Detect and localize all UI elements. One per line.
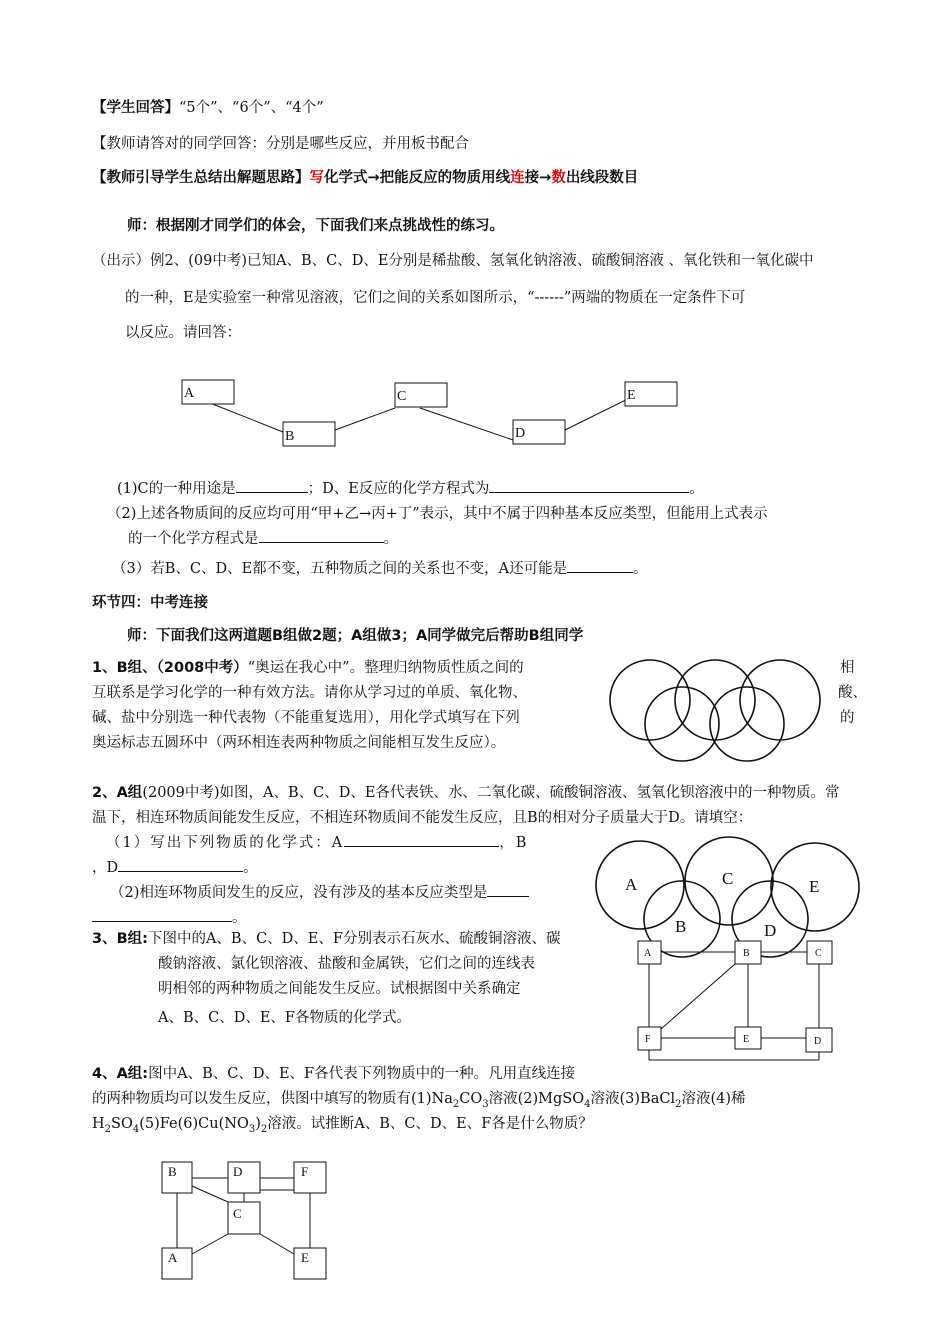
p2-line4 bbox=[92, 857, 258, 879]
ring-a bbox=[596, 841, 684, 929]
box-f bbox=[294, 1162, 326, 1193]
p4-line3 bbox=[92, 1113, 593, 1141]
answer-blank[interactable] bbox=[92, 907, 232, 922]
answer-blank[interactable] bbox=[344, 832, 499, 847]
teacher-request-line: 【教师请答对的同学回答：分别是哪些反应，并用板书配合 bbox=[92, 136, 469, 152]
q1-text-c: 。 bbox=[689, 481, 704, 497]
formula-part: Cu(NO bbox=[198, 1116, 249, 1132]
p2-q1-text: （1）写出下列物质的化学式：A bbox=[106, 835, 345, 851]
formula-subscript: 3 bbox=[482, 1098, 489, 1110]
p2-q2-text: （2)相连环物质间发生的反应，没有涉及的基本反应类型是 bbox=[110, 885, 488, 901]
p2-q2-end: 。 bbox=[232, 910, 247, 926]
section-heading: 环节四：中考连接 bbox=[92, 595, 208, 611]
p2-q1-text-b: ，B bbox=[499, 835, 529, 851]
teacher-assignment-line: 师：下面我们这两道题B组做2题；A组做3；A同学做完后帮助B组同学 bbox=[127, 628, 584, 644]
formula-part: Na bbox=[431, 1091, 453, 1107]
p1-line4: 奥运标志五圆环中（两环相连表两种物质之间能相互发生反应）。 bbox=[92, 735, 506, 751]
example2-diagram bbox=[170, 375, 690, 450]
p2-line1 bbox=[92, 782, 839, 804]
p1-text-1: “奥运在我心中”。整理归纳物质性质之间的 bbox=[247, 660, 524, 676]
box-e-label: E bbox=[743, 1034, 750, 1045]
ring-c-label: C bbox=[722, 869, 734, 888]
formula-subscript: 2 bbox=[104, 1123, 112, 1135]
formula-subscript: 3 bbox=[248, 1123, 256, 1135]
ring bbox=[740, 660, 820, 740]
five-rings-diagram bbox=[595, 837, 855, 957]
answer-blank[interactable] bbox=[259, 528, 384, 543]
p3-line1 bbox=[92, 928, 560, 950]
box-c-label: C bbox=[397, 389, 407, 404]
p4-line1 bbox=[92, 1063, 575, 1085]
p4-text-2c: 溶液(3) bbox=[590, 1091, 641, 1107]
ring-b-label: B bbox=[675, 917, 687, 936]
formula-part: H bbox=[92, 1116, 105, 1132]
formula-subscript: 4 bbox=[132, 1123, 140, 1135]
ring bbox=[675, 660, 755, 740]
ring bbox=[610, 660, 690, 740]
olympic-rings-diagram bbox=[605, 652, 835, 762]
answer-blank[interactable] bbox=[567, 558, 633, 573]
answer-blank[interactable] bbox=[118, 857, 243, 872]
box-a-label: A bbox=[184, 386, 195, 401]
p4-label: 4、A组: bbox=[92, 1066, 149, 1082]
box-e bbox=[294, 1248, 326, 1279]
p3-line4: A、B、C、D、E、F各物质的化学式。 bbox=[158, 1010, 411, 1026]
formula-subscript: 4 bbox=[584, 1098, 591, 1110]
example2-q1 bbox=[117, 478, 704, 500]
q1-text-a: (1)C的一种用途是 bbox=[117, 481, 236, 497]
method-word-connect: 连 bbox=[510, 170, 525, 186]
method-word-count: 数 bbox=[551, 170, 566, 186]
example2-line2: 的一种，E是实验室一种常见溶液，它们之间的关系如图所示，“------”两端的物质在一定条件下可 bbox=[125, 290, 746, 306]
ring-a-label: A bbox=[625, 875, 638, 894]
p2-line3 bbox=[106, 832, 528, 854]
box-c-label: C bbox=[233, 1206, 242, 1221]
box-d-label: D bbox=[515, 426, 526, 441]
box-f-label: F bbox=[301, 1164, 309, 1179]
student-answer-line bbox=[92, 97, 324, 119]
formula-cuno3 bbox=[198, 1116, 268, 1135]
answer-blank[interactable] bbox=[487, 882, 529, 897]
p4-text-3b: 溶液。试推断A、B、C、D、E、F各是什么物质？ bbox=[267, 1116, 593, 1132]
formula-part: BaCl bbox=[640, 1091, 676, 1107]
q3-text-a: （3）若B、C、D、E都不变，五种物质之间的关系也不变，A还可能是 bbox=[112, 561, 568, 577]
formula-bacl2 bbox=[640, 1091, 682, 1110]
method-word-write: 写 bbox=[309, 170, 324, 186]
method-text-3: 接 bbox=[524, 170, 540, 186]
ring-d-label: D bbox=[764, 921, 777, 940]
p2-q1-end: 。 bbox=[243, 860, 258, 876]
p3-line2: 酸钠溶液、氯化钡溶液、盐酸和金属铁，它们之间的连线表 bbox=[158, 956, 535, 972]
p3-line3: 明相邻的两种物质之间能发生反应。试根据图中关系确定 bbox=[158, 981, 521, 997]
formula-subscript: 2 bbox=[260, 1123, 268, 1135]
box-b bbox=[162, 1162, 192, 1193]
ring-e-label: E bbox=[809, 877, 820, 896]
p2-line6 bbox=[92, 907, 247, 929]
formula-subscript: 2 bbox=[452, 1098, 460, 1110]
example2-q3 bbox=[112, 558, 648, 580]
method-prefix: 【教师引导学生总结出解题思路】 bbox=[92, 170, 310, 186]
box-e-label: E bbox=[301, 1250, 309, 1265]
p4-text-1: 图中A、B、C、D、E、F各代表下列物质中的一种。凡用直线连接 bbox=[148, 1066, 576, 1082]
box-f-label: F bbox=[645, 1034, 651, 1045]
example2-text-1: （出示）例2、(09中考)已知A、B、C、D、E分别是稀盐酸、氢氧化钠溶液、硫酸铜溶液 、氧化铁和一氧化碳中 bbox=[92, 253, 814, 269]
arrow-icon: → bbox=[539, 170, 552, 186]
p2-label: 2、A组 bbox=[92, 785, 143, 801]
p1-right-3: 的 bbox=[840, 710, 855, 726]
formula-part: ) bbox=[255, 1116, 261, 1132]
box-b-label: B bbox=[743, 948, 750, 959]
box-c-label: C bbox=[815, 948, 822, 959]
p4-line2 bbox=[92, 1088, 746, 1116]
p4-text-2a: 的两种物质均可以发生反应，供图中填写的物质有(1) bbox=[92, 1091, 432, 1107]
p2-line5 bbox=[110, 882, 529, 904]
student-answer-label: 【学生回答】 bbox=[92, 100, 179, 116]
example2-line1 bbox=[92, 250, 814, 272]
box-a-label: A bbox=[168, 1250, 178, 1265]
p3-diagram bbox=[635, 940, 850, 1070]
teacher-challenge-line: 师：根据刚才同学们的体会，下面我们来点挑战性的练习。 bbox=[127, 218, 504, 234]
p2-line2: 温下，相连环物质间能发生反应，不相连环物质间不能发生反应，且B的相对分子质量大于D。请填空： bbox=[92, 810, 753, 826]
method-summary-line bbox=[92, 167, 638, 189]
p4-text-2d: 溶液(4)稀 bbox=[681, 1091, 746, 1107]
formula-part: MgSO bbox=[538, 1091, 585, 1107]
p2-q1-text-d: ，D bbox=[92, 860, 119, 876]
answer-blank[interactable] bbox=[489, 478, 689, 493]
method-text-4: 出线段数目 bbox=[565, 170, 639, 186]
student-answer-text: “5个”、“6个”、“4个” bbox=[179, 100, 324, 116]
formula-part: CO bbox=[459, 1091, 483, 1107]
p1-line1 bbox=[92, 657, 524, 679]
box-d-label: D bbox=[233, 1164, 243, 1179]
box-e-label: E bbox=[627, 388, 636, 403]
p1-line3: 碱、盐中分别选一种代表物（不能重复选用），用化学式填写在下列 bbox=[92, 710, 520, 726]
box-a-label: A bbox=[644, 948, 652, 959]
p4-text-3a: (5)Fe(6) bbox=[139, 1116, 199, 1132]
p1-right-2: 酸、 bbox=[838, 685, 867, 701]
p1-right-1: 相 bbox=[840, 660, 855, 676]
example2-q2-line2 bbox=[128, 528, 398, 550]
box-b-label: B bbox=[285, 429, 295, 444]
arrow-icon: → bbox=[367, 170, 380, 186]
p3-text-1: 下图中的A、B、C、D、E、F分别表示石灰水、硫酸铜溶液、碳 bbox=[147, 931, 561, 947]
method-text-2: 把能反应的物质用线 bbox=[379, 170, 511, 186]
p2-text-1: (2009中考)如图，A、B、C、D、E各代表铁、水、二氧化碳、硫酸铜溶液、氢氧化钡溶液中的一种物质。常 bbox=[142, 785, 840, 801]
example2-line3: 以反应。请回答： bbox=[125, 325, 241, 341]
answer-blank[interactable] bbox=[236, 478, 308, 493]
formula-na2co3 bbox=[431, 1091, 489, 1110]
method-text-1: 化学式 bbox=[324, 170, 368, 186]
box-b-label: B bbox=[168, 1164, 177, 1179]
q2-text-c: 。 bbox=[383, 531, 398, 547]
example2-q2-line1: （2)上述各物质间的反应均可用“甲+乙→丙+丁”表示，其中不属于四种基本反应类型，但能用上式表示 bbox=[107, 506, 768, 522]
q2-text-b: 的一个化学方程式是 bbox=[128, 531, 259, 547]
box-d-label: D bbox=[814, 1036, 822, 1047]
p4-text-2b: 溶液(2) bbox=[488, 1091, 539, 1107]
formula-subscript: 2 bbox=[675, 1098, 682, 1110]
p4-diagram bbox=[160, 1158, 330, 1283]
q1-text-b: ；D、E反应的化学方程式为 bbox=[307, 481, 490, 497]
formula-h2so4 bbox=[92, 1116, 140, 1135]
q3-text-b: 。 bbox=[633, 561, 648, 577]
p1-label: 1、B组、（2008中考） bbox=[92, 660, 248, 676]
formula-mgso4 bbox=[538, 1091, 591, 1110]
p1-line2: 互联系是学习化学的一种有效方法。请你从学习过的单质、氧化物、 bbox=[92, 685, 527, 701]
formula-part: SO bbox=[111, 1116, 133, 1132]
p3-label: 3、B组: bbox=[92, 931, 148, 947]
